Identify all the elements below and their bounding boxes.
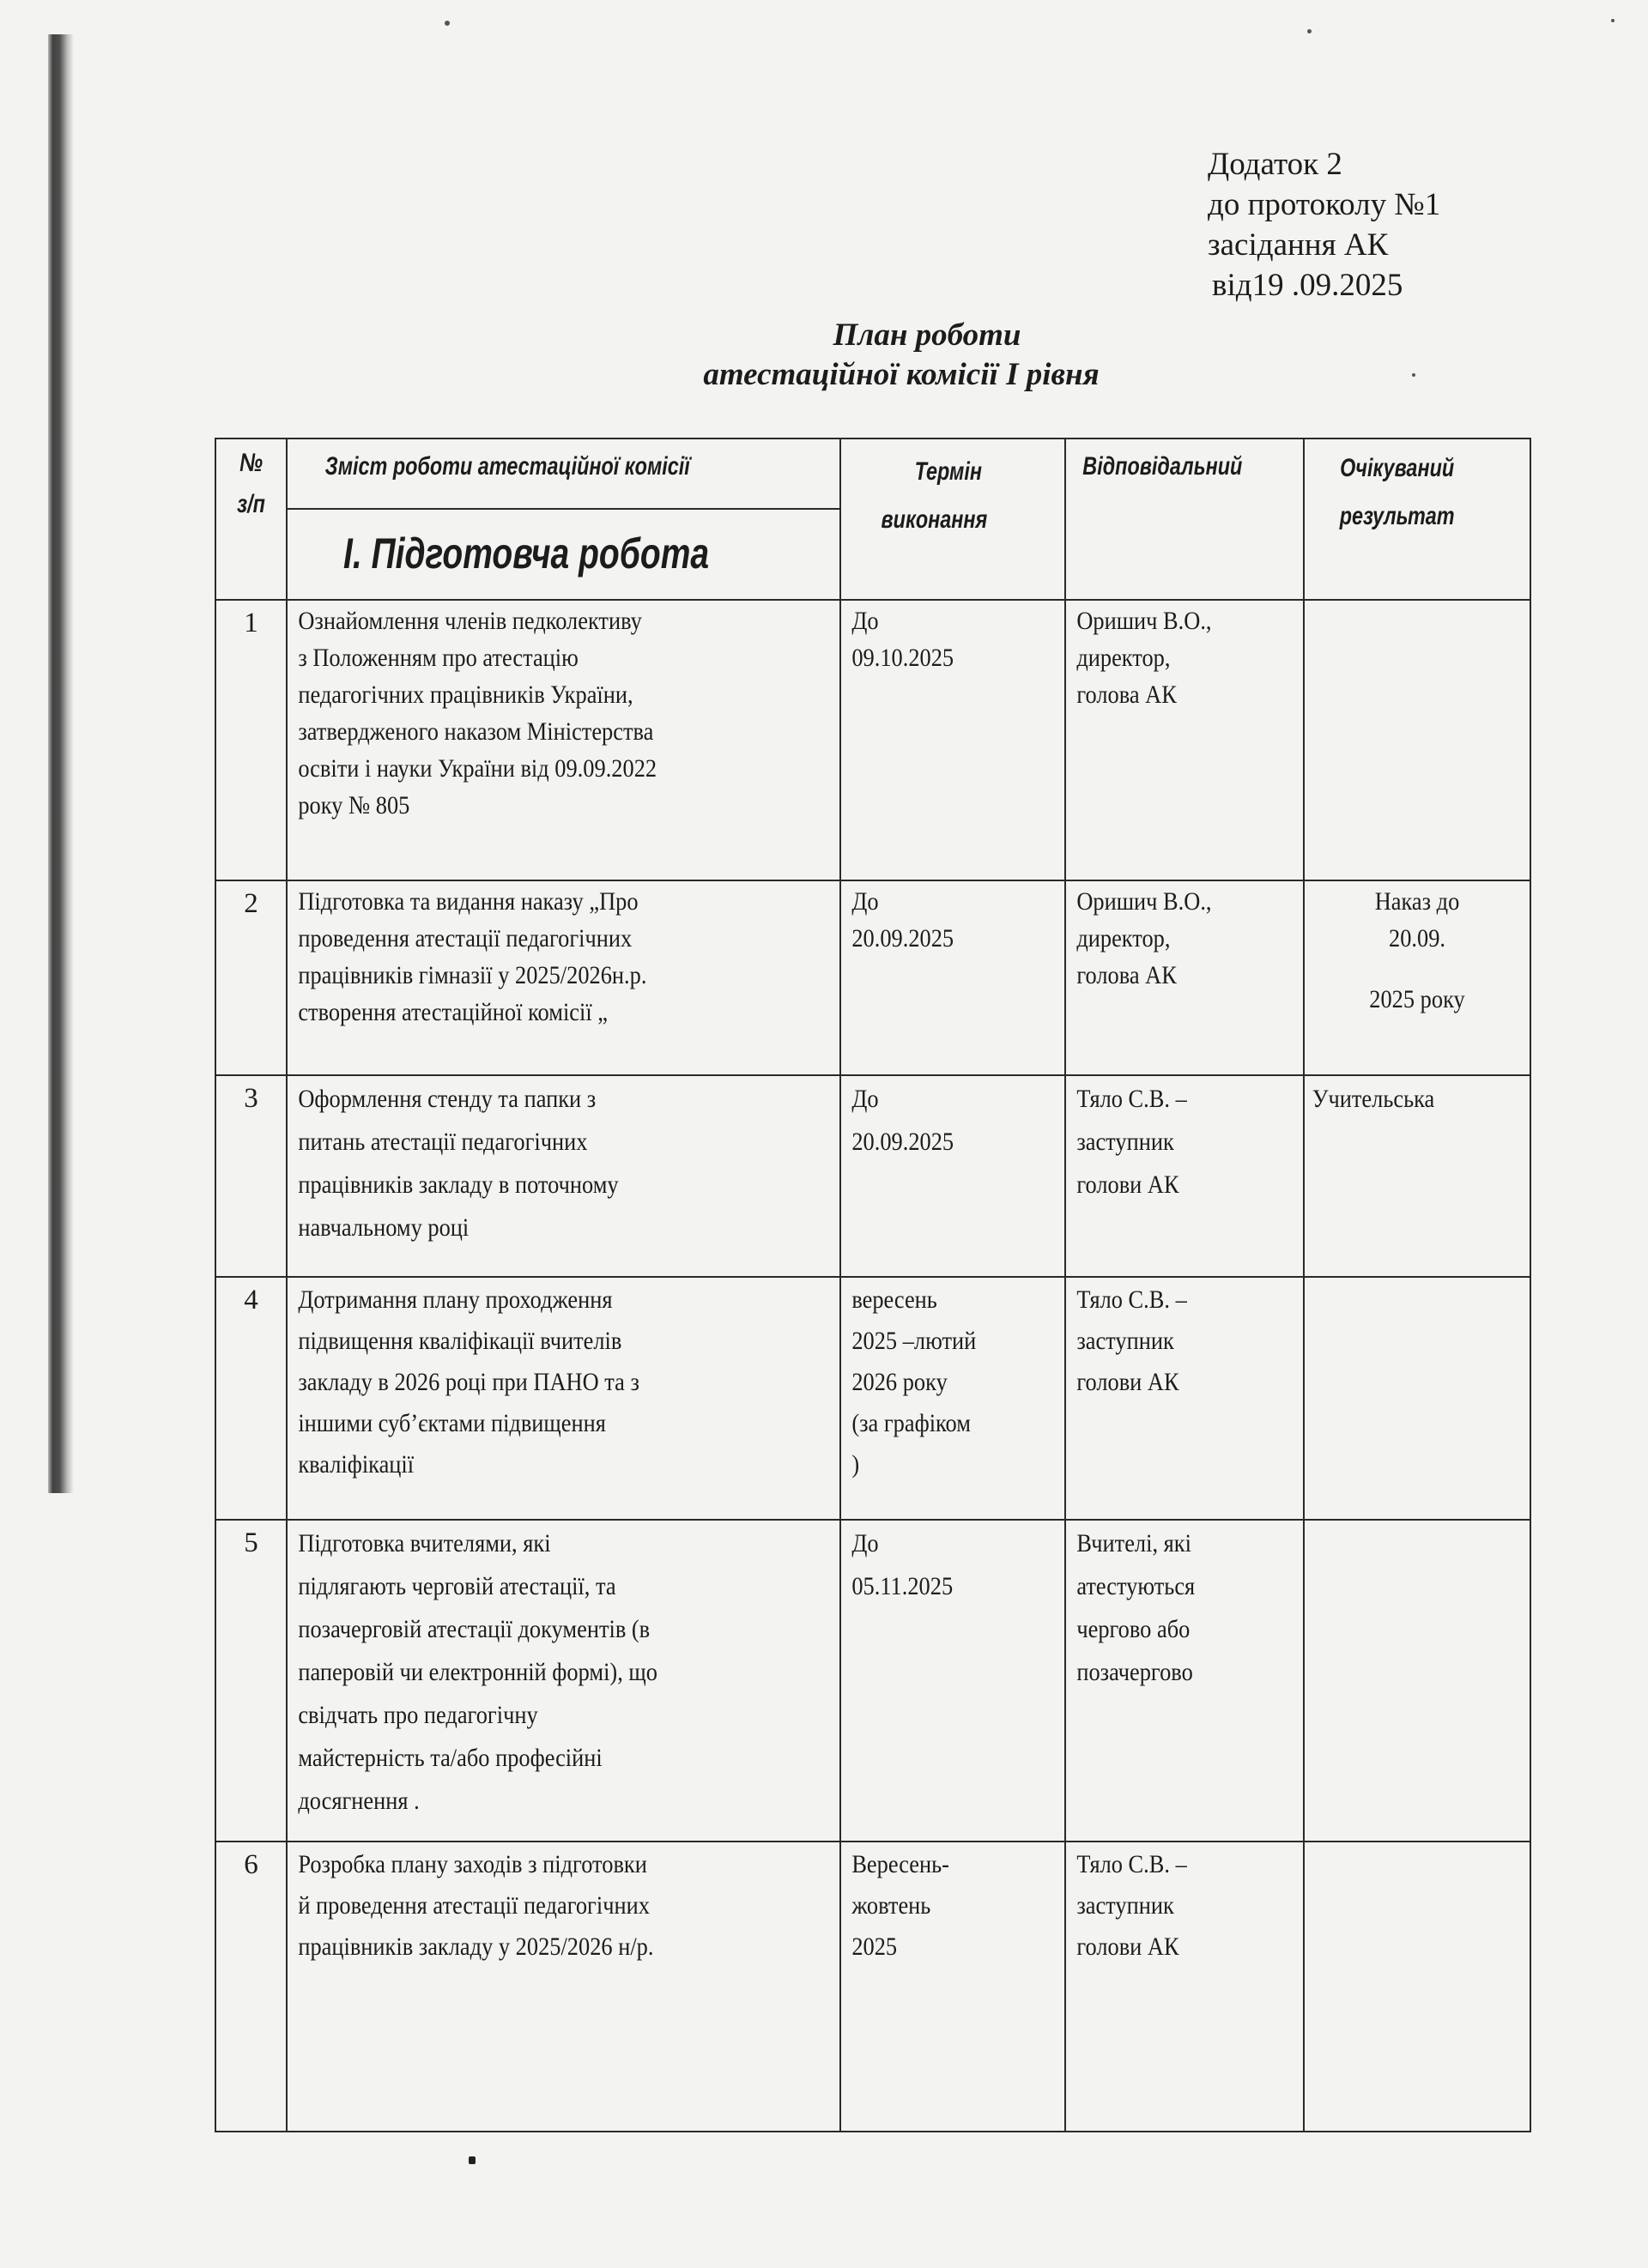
header-content-label: Зміст роботи атестаційної комісії — [324, 452, 690, 481]
content-line: року № 805 — [298, 791, 410, 820]
content-line: працівників закладу в поточному — [298, 1170, 619, 1199]
content-line: свідчать про педагогічну — [298, 1701, 538, 1729]
term-line: Вересень- — [851, 1850, 949, 1878]
header-responsible-label: Відповідальний — [1082, 452, 1243, 481]
term-line: 20.09.2025 — [851, 1128, 954, 1156]
result-cell — [1304, 1075, 1530, 1277]
table-row — [215, 1520, 1530, 1842]
result-line: Учительська — [1312, 1085, 1435, 1113]
scan-speck — [469, 2156, 476, 2164]
header-term — [840, 438, 1065, 600]
term-cell — [840, 1842, 1065, 2132]
row-number-cell — [215, 1842, 287, 2132]
content-line: Підготовка вчителями, які — [298, 1529, 551, 1557]
term-line: 20.09.2025 — [851, 924, 954, 953]
content-line: Розробка плану заходів з підготовки — [298, 1850, 647, 1878]
term-line: До — [851, 887, 879, 916]
scan-shadow-edge — [48, 34, 74, 1493]
responsible-line: позачергово — [1076, 1658, 1193, 1686]
section-title-cell — [287, 509, 840, 600]
content-line: досягнення . — [298, 1787, 420, 1815]
responsible-line: Тяло С.В. – — [1076, 1085, 1187, 1113]
table-row — [215, 880, 1530, 1075]
result-line: 20.09. — [1389, 924, 1445, 953]
row-number: 2 — [244, 888, 258, 919]
row-number: 1 — [244, 608, 258, 638]
content-line: працівників гімназії у 2025/2026н.р. — [298, 961, 647, 989]
row-number: 6 — [244, 1849, 258, 1880]
content-line: затвердженого наказом Міністерства — [298, 717, 654, 746]
content-line: й проведення атестації педагогічних — [298, 1891, 650, 1920]
term-line: 09.10.2025 — [851, 644, 954, 672]
term-line: 05.11.2025 — [851, 1572, 954, 1600]
table-row — [215, 1277, 1530, 1520]
responsible-cell — [1065, 1520, 1304, 1842]
term-line: 2026 року — [851, 1368, 948, 1396]
scan-speck — [445, 21, 450, 26]
content-cell — [287, 600, 840, 880]
scan-speck — [1307, 29, 1312, 33]
responsible-cell — [1065, 1075, 1304, 1277]
row-number: 3 — [244, 1083, 258, 1114]
content-line: Ознайомлення членів педколективу — [298, 607, 642, 635]
header-number — [215, 438, 287, 600]
row-number: 5 — [244, 1527, 258, 1558]
term-line: 2025 — [851, 1932, 898, 1961]
content-cell — [287, 1842, 840, 2132]
title-line-1: План роботи — [833, 318, 1021, 353]
result-cell — [1304, 1842, 1530, 2132]
responsible-line: Вчителі, які — [1076, 1529, 1191, 1557]
responsible-cell — [1065, 600, 1304, 880]
term-cell — [840, 1520, 1065, 1842]
content-line: працівників закладу у 2025/2026 н/р. — [298, 1932, 654, 1961]
term-cell — [840, 1075, 1065, 1277]
responsible-line: голова АК — [1076, 680, 1177, 709]
term-line: До — [851, 1529, 879, 1557]
content-line: педагогічних працівників України, — [298, 680, 633, 709]
content-cell — [287, 1520, 840, 1842]
responsible-line: директор, — [1076, 644, 1171, 672]
term-line: До — [851, 1085, 879, 1113]
table-row — [215, 1842, 1530, 2132]
document-title — [601, 316, 1202, 395]
content-line: Оформлення стенду та папки з — [298, 1085, 597, 1113]
table-header-row — [215, 438, 1530, 509]
responsible-cell — [1065, 880, 1304, 1075]
term-line: жовтень — [851, 1891, 931, 1920]
header-content — [287, 438, 840, 509]
content-cell — [287, 1075, 840, 1277]
row-number-cell — [215, 1277, 287, 1520]
scan-speck — [1412, 373, 1415, 377]
responsible-line: Оришич В.О., — [1076, 887, 1212, 916]
annex-line: засідання АК — [1208, 227, 1389, 263]
responsible-line: директор, — [1076, 924, 1171, 953]
result-line: 2025 року — [1369, 985, 1465, 1013]
responsible-line: Оришич В.О., — [1076, 607, 1212, 635]
content-cell — [287, 880, 840, 1075]
responsible-line: чергово або — [1076, 1615, 1191, 1643]
header-term-line: Термін — [914, 457, 982, 486]
header-responsible — [1065, 438, 1304, 600]
responsible-line: заступник — [1076, 1891, 1174, 1920]
responsible-line: голова АК — [1076, 961, 1177, 989]
annex-date-line: від19 .09.2025 — [1212, 268, 1403, 303]
content-line: з Положенням про атестацію — [298, 644, 579, 672]
header-term-line: виконання — [881, 505, 988, 534]
work-plan-table — [215, 438, 1531, 2132]
content-line: проведення атестації педагогічних — [298, 924, 633, 953]
row-number: 4 — [244, 1285, 258, 1315]
responsible-line: атестуються — [1076, 1572, 1196, 1600]
annex-line: до протоколу №1 — [1208, 187, 1441, 222]
header-number-line: № — [239, 449, 263, 477]
content-line: створення атестаційної комісії „ — [298, 998, 609, 1026]
term-line: ) — [851, 1450, 860, 1479]
responsible-line: заступник — [1076, 1128, 1174, 1156]
responsible-line: заступник — [1076, 1327, 1174, 1355]
header-result-line: Очікуваний — [1340, 454, 1455, 482]
result-cell — [1304, 880, 1530, 1075]
content-line: освіти і науки України від 09.09.2022 — [298, 754, 657, 783]
section-title: І. Підготовча робота — [343, 529, 710, 578]
responsible-line: голови АК — [1076, 1170, 1179, 1199]
content-line: питань атестації педагогічних — [298, 1128, 588, 1156]
content-cell — [287, 1277, 840, 1520]
content-line: майстерність та/або професійні — [298, 1744, 603, 1772]
term-line: (за графіком — [851, 1409, 971, 1437]
responsible-line: голови АК — [1076, 1932, 1179, 1961]
term-line: вересень — [851, 1285, 937, 1314]
term-line: 2025 –лютий — [851, 1327, 977, 1355]
title-line-2: атестаційної комісії І рівня — [703, 357, 1100, 392]
table-row — [215, 600, 1530, 880]
term-cell — [840, 880, 1065, 1075]
content-line: Дотримання плану проходження — [298, 1285, 613, 1314]
result-cell — [1304, 1520, 1530, 1842]
responsible-cell — [1065, 1277, 1304, 1520]
responsible-line: Тяло С.В. – — [1076, 1285, 1187, 1314]
responsible-line: Тяло С.В. – — [1076, 1850, 1187, 1878]
content-line: позачерговій атестації документів (в — [298, 1615, 651, 1643]
row-number-cell — [215, 600, 287, 880]
result-line: Наказ до — [1374, 887, 1460, 916]
responsible-cell — [1065, 1842, 1304, 2132]
result-cell — [1304, 1277, 1530, 1520]
content-line: іншими суб’єктами підвищення — [298, 1409, 606, 1437]
content-line: кваліфікації — [298, 1450, 415, 1479]
header-result — [1304, 438, 1530, 600]
header-result-line: результат — [1339, 502, 1455, 530]
content-line: підлягають черговій атестації, та — [298, 1572, 616, 1600]
content-line: Підготовка та видання наказу „Про — [298, 887, 639, 916]
row-number-cell — [215, 880, 287, 1075]
table-row — [215, 1075, 1530, 1277]
content-line: паперовій чи електронній формі), що — [298, 1658, 657, 1686]
annex-line: Додаток 2 — [1208, 147, 1342, 182]
content-line: закладу в 2026 році при ПАНО та з — [298, 1368, 639, 1396]
row-number-cell — [215, 1520, 287, 1842]
content-line: підвищення кваліфікації вчителів — [298, 1327, 622, 1355]
term-cell — [840, 600, 1065, 880]
scan-speck — [1611, 19, 1615, 22]
annex-block — [1208, 144, 1440, 305]
content-line: навчальному році — [298, 1213, 470, 1242]
term-line: До — [851, 607, 879, 635]
result-cell — [1304, 600, 1530, 880]
header-number-line: з/п — [237, 490, 265, 518]
row-number-cell — [215, 1075, 287, 1277]
responsible-line: голови АК — [1076, 1368, 1179, 1396]
term-cell — [840, 1277, 1065, 1520]
